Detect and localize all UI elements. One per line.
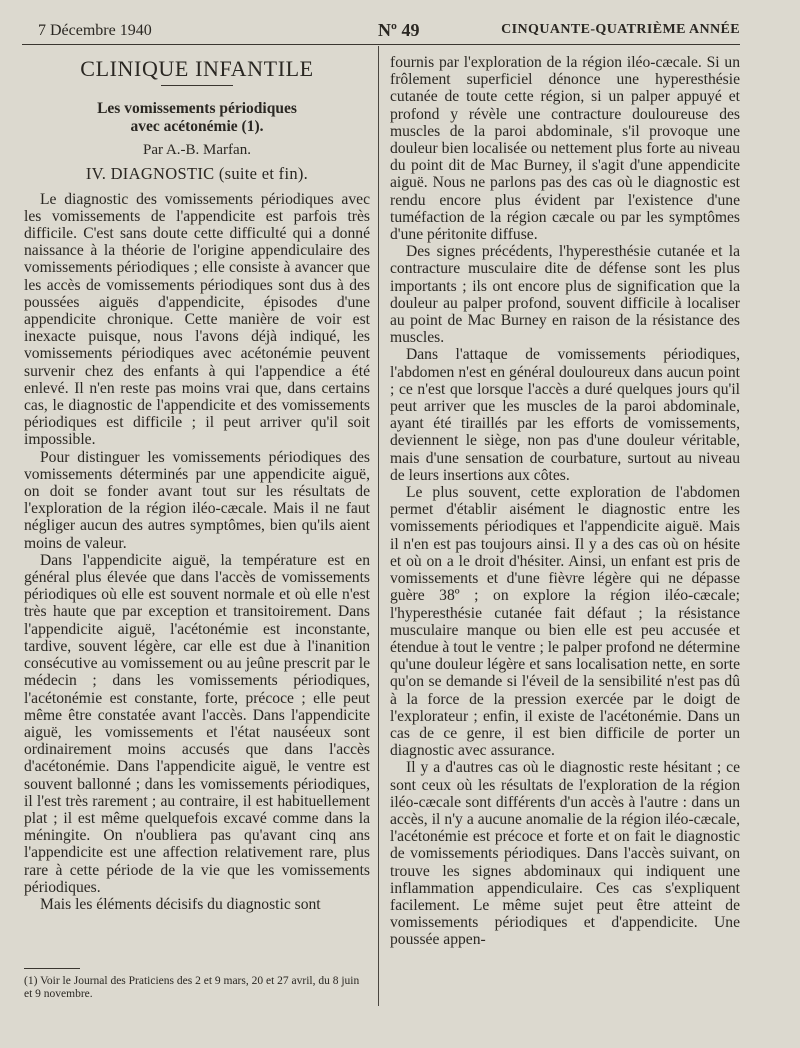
footnote-rule [24, 968, 80, 969]
title-rule [161, 85, 233, 86]
year-label: CINQUANTE-QUATRIÈME ANNÉE [501, 22, 740, 37]
paragraph: Mais les éléments décisifs du diagnostic sont [40, 895, 321, 913]
article-title [24, 100, 370, 136]
paragraph: Dans l'appendicite aiguë, la température est en général plus élevée que dans l'accès de vomissements périodiques où elle est souvent normale et où elle n'est très haute que par exception et transitoirement. Dans l'appendicite aiguë, l'acétonémie est inconstante, tardive, souvent légère, car elle est due à l'inanition consécutive au vomissement ou au jeûne prescrit par le médecin ; dans les vomissements périodiques, l'acétonémie est constante, forte, précoce ; elle peut même être constatée avant l'accès. Dans l'appendicite aiguë, les vomissements et l'état nauséeux sont ordinairement moins accusés que dans l'accès d'acétonémie. Dans l'appendicite aiguë, le ventre est souvent ballonné ; dans les vomissements périodiques, il l'est très rarement ; au contraire, il est habituellement plat ; il est même quelquefois excavé comme dans la méningite. On n'oubliera pas qu'avant cinq ans l'appendicite est une affection relativement rare, plus rare à cette période de la vie que les vomissements périodiques. [24, 551, 370, 896]
footnote-text: (1) Voir le Journal des Praticiens des 2 et 9 mars, 20 et 27 avril, du 8 juin et 9 novembre. [24, 975, 360, 1000]
paragraph: Des signes précédents, l'hyperesthésie cutanée et la contracture musculaire dite de défense sont les plus importants ; ils ont encore plus de signification que la douleur au palper profond, souvent difficile à localiser au point de Mac Burney en raison de la résistance des muscles. [390, 243, 740, 347]
section-subhead: IV. DIAGNOSTIC (suite et fin). [85, 164, 309, 184]
footnote [24, 958, 370, 1001]
page-header [22, 18, 740, 42]
paragraph: Pour distinguer les vomissements périodiques des vomissements déterminés par une appendicite aiguë, on doit se fonder avant tout sur les résultats de l'exploration de la région iléo-cæcale. Mais il ne faut négliger aucun des autres symptômes, bien qu'ils aient moins de valeur. [24, 448, 370, 552]
column-divider [378, 46, 379, 1006]
paragraph: Il y a d'autres cas où le diagnostic reste hésitant ; ce sont ceux où les résultats de l'exploration de la région iléo-cæcale sont différents d'un accès à l'autre : dans un accès, il n'y a aucune anomalie de la région iléo-cæcale, l'acétonémie est précoce et forte et on fait le diagnostic de vomissements périodiques. Dans l'accès suivant, on trouve les signes abdominaux qui indiquent une inflammation appendiculaire. Ces cas s'expliquent facilement. Le même sujet peut être atteint de vomissements périodiques et d'appendicite. Une poussée appen- [390, 759, 740, 949]
paragraph: Dans l'attaque de vomissements périodiques, l'abdomen n'est en général douloureux dans aucun point ; ce n'est que lorsque l'accès a duré quelques jours qu'il peut arriver que les muscles de la paroi abdominale, ayant été tiraillés par les efforts de vomissements, deviennent le siège, non pas d'une douleur véritable, mais d'une sensation de courbature, surtout au niveau de leurs insertions aux côtes. [390, 346, 740, 484]
issue-number: Nº 49 [378, 20, 420, 40]
article-title-line2: avec acétonémie (1). [130, 118, 264, 136]
author-byline: Par A.-B. Marfan. [143, 142, 251, 159]
article-title-line1: Les vomissements périodiques [97, 100, 297, 118]
right-column [390, 54, 740, 949]
issue-date: 7 Décembre 1940 [38, 22, 152, 39]
paragraph: Le plus souvent, cette exploration de l'abdomen permet d'établir aisément le diagnostic entre les vomissements périodiques et l'appendicite aiguë. Mais il n'en est pas toujours ainsi. Il y a des cas où on hésite et où on a le droit d'hésiter. Ainsi, un enfant est pris de vomissements et d'une fièvre légère qui ne dépasse guère 38º ; on explore la région iléo-cæcale; l'hyperesthésie cutanée fait défaut ; la résistance musculaire manque ou bien elle est peu accusée et étendue à tout le ventre ; le palper profond ne détermine qu'une douleur légère et sans localisation nette, en sorte qu'on se demande si l'éveil de la sensibilité n'est pas dû à la force de la pression exercée par le doigt de l'explorateur ; enfin, il existe de l'acétonémie. Dans un cas de ce genre, il est bien difficile de porter un diagnostic avec assurance. [390, 484, 740, 760]
left-column [24, 56, 370, 913]
section-title: CLINIQUE INFANTILE [80, 56, 314, 81]
paragraph: fournis par l'exploration de la région iléo-cæcale. Si un frôlement superficiel dénonce une hyperesthésie cutanée de toute cette région, si un palper appuyé et profond y révèle une contracture douloureuse des muscles de la paroi abdominale, s'il provoque une douleur bien localisée ou nettement plus forte au niveau du point dit de Mac Burney, il s'agit d'une appendicite aiguë. Nous ne parlons pas des cas où le diagnostic est rendu encore plus évident par l'existence d'une tuméfaction de la région cæcale ou par les symptômes d'une péritonite diffuse. [390, 54, 740, 244]
paragraph: Le diagnostic des vomissements périodiques avec les vomissements de l'appendicite est parfois très difficile. C'est sans doute cette difficulté qui a donné naissance à la théorie de l'origine appendiculaire des vomissements périodiques ; elle consiste à avancer que les accès de vomissements périodiques sont dus à des poussées aiguës d'appendicite, épisodes d'une appendicite chronique. Cette manière de voir est inexacte puisque, nous l'avons déjà indiqué, les vomissements périodiques avec acétonémie peuvent survenir chez des enfants à qui l'appendice a été enlevé. Il n'en reste pas moins vrai que, dans certains cas, le diagnostic de l'appendicite et des vomissements périodiques est difficile ; il peut arriver qu'il soit impossible. [24, 190, 370, 449]
header-rule [22, 44, 740, 45]
